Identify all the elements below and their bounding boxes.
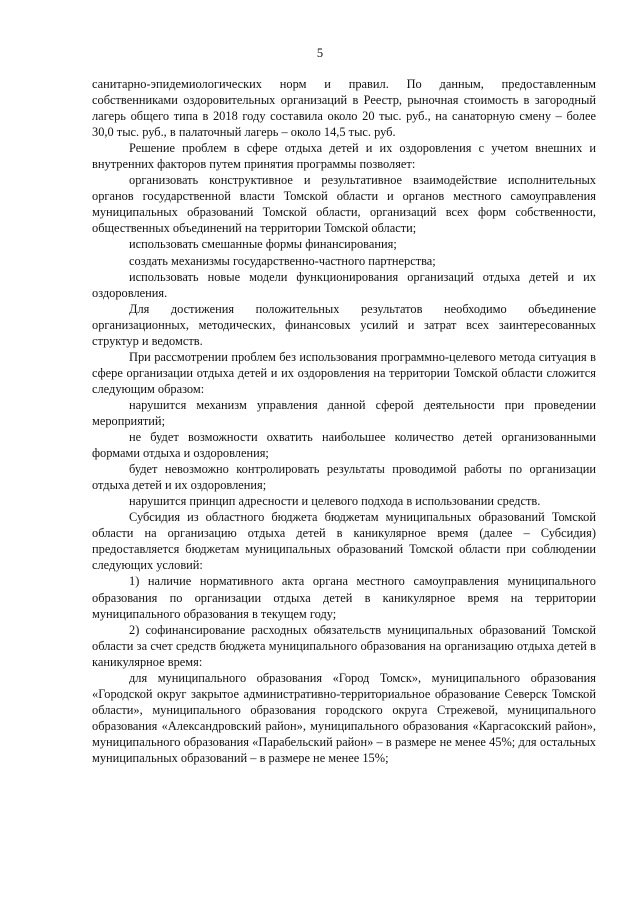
list-item-coverage: не будет возможности охватить наибольшее количество детей организованными формами отдыха и оздоровления; [92, 430, 596, 461]
list-item-mixed-financing: использовать смешанные формы финансирования; [129, 237, 397, 252]
paragraph-program-allows: Решение проблем в сфере отдыха детей и их оздоровления с учетом внешних и внутренних факторов путем принятия программы позволяет: [92, 141, 596, 172]
paragraph-subsidy: Субсидия из областного бюджета бюджетам муниципальных образований Томской области на организацию отдыха детей в каникулярное время (далее – Субсидия) предоставляется бюджетам муниципальных образований Томской области при соблюдении следующих условий: [92, 510, 596, 573]
condition-item-2: 2) софинансирование расходных обязательств муниципальных образований Томской области за счет средств бюджета муниципального образования на организацию отдыха детей в каникулярное время: [92, 622, 596, 669]
list-item-control: будет невозможно контролировать результаты проводимой работы по организации отдыха детей и их оздоровления; [92, 462, 596, 493]
condition-item-1: 1) наличие нормативного акта органа местного самоуправления муниципального образования по организации отдыха детей в каникулярное время на территории муниципального образования в текущем году; [92, 574, 596, 621]
list-item-targeting: нарушится принцип адресности и целевого подхода в использовании средств. [129, 494, 541, 509]
paragraph-without-program: При рассмотрении проблем без использования программно-целевого метода ситуация в сфере организации отдыха детей и их оздоровления на территории Томской области сложится следующим образом: [92, 349, 596, 396]
list-item-new-models: использовать новые модели функционирования организаций отдыха детей и их оздоровления. [92, 269, 596, 300]
list-item-management-disrupted: нарушится механизм управления данной сферой деятельности при проведении мероприятий; [92, 397, 596, 428]
list-item-public-private-partnership: создать механизмы государственно-частного партнерства; [129, 253, 436, 268]
page-number: 5 [316, 46, 324, 60]
body-text [92, 76, 596, 766]
list-item-organize-interaction: организовать конструктивное и результативное взаимодействие исполнительных органов государственной власти Томской области и органов местного самоуправления муниципальных образований Томской области, организаций всех форм собственности, общественных объединений на территории Томской области; [92, 173, 596, 236]
paragraph-cost-data: санитарно-эпидемиологических норм и правил. По данным, предоставленным собственниками оздоровительных организаций в Реестр, рыночная стоимость в загородный лагерь общего типа в 2018 году составила около 20 тыс. руб., на санаторную смену – более 30,0 тыс. руб., в палаточный лагерь – около 14,5 тыс. руб. [92, 77, 596, 140]
paragraph-cofinancing-rates: для муниципального образования «Город Томск», муниципального образования «Городской округ закрытое административно-территориальное образование Северск Томской области», муниципального образования городского округа Стрежевой, муниципального образования «Александровский район», муниципального образования «Каргасокский район», муниципального образования «Парабельский район» – в размере не менее 45%; для остальных муниципальных образований – в размере не менее 15%; [92, 670, 596, 765]
paragraph-joint-efforts: Для достижения положительных результатов необходимо объединение организационных, методических, финансовых усилий и затрат всех заинтересованных структур и ведомств. [92, 301, 596, 348]
